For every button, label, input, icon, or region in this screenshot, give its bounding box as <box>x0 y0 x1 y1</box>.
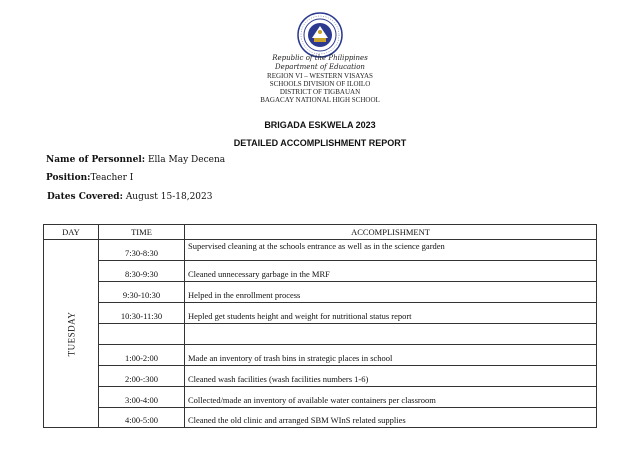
table-row <box>44 240 597 261</box>
time-cell: 4:00-5:00 <box>99 408 185 428</box>
accomplishment-cell: Supervised cleaning at the schools entrance as well as in the science garden <box>185 240 597 261</box>
table-row <box>44 282 597 303</box>
accomplishment-cell: Cleaned wash facilities (wash facilities numbers 1-6) <box>185 366 597 387</box>
accomplishment-cell: Hepled get students height and weight for nutritional status report <box>185 303 597 324</box>
table-row <box>44 261 597 282</box>
day-cell <box>44 240 99 428</box>
header-time: TIME <box>99 225 185 240</box>
header-division: SCHOOLS DIVISION OF ILOILO <box>269 80 371 88</box>
accomplishment-cell: Helped in the enrollment process <box>185 282 597 303</box>
time-cell: 10:30-11:30 <box>99 303 185 324</box>
header-day: DAY <box>44 225 99 240</box>
personnel-position <box>46 173 133 183</box>
header-republic: Republic of the Philippines <box>272 54 368 62</box>
table-row <box>44 345 597 366</box>
time-cell: 3:00-4:00 <box>99 387 185 408</box>
dates-covered-value: August 15-18,2023 <box>125 192 213 202</box>
table-header-row <box>44 225 597 240</box>
day-label: TUESDAY <box>66 311 76 356</box>
deped-seal-logo <box>297 12 343 58</box>
header-school: BAGACAY NATIONAL HIGH SCHOOL <box>260 96 380 104</box>
accomplishment-cell <box>185 324 597 345</box>
time-cell: 9:30-10:30 <box>99 282 185 303</box>
header-region: REGION VI – WESTERN VISAYAS <box>267 72 373 80</box>
personnel-position-value: Teacher I <box>90 173 134 183</box>
accomplishment-cell: Collected/made an inventory of available water containers per classroom <box>185 387 597 408</box>
personnel-position-label: Position: <box>46 173 91 183</box>
table-row <box>44 324 597 345</box>
header-accomplishment: ACCOMPLISHMENT <box>185 225 597 240</box>
time-cell: 1:00-2:00 <box>99 345 185 366</box>
report-subtitle: DETAILED ACCOMPLISHMENT REPORT <box>233 138 407 148</box>
table-row <box>44 366 597 387</box>
time-cell: 7:30-8:30 <box>99 240 185 261</box>
personnel-name-value: Ella May Decena <box>147 155 226 165</box>
table-row <box>44 387 597 408</box>
table-row <box>44 408 597 428</box>
time-cell <box>99 324 185 345</box>
personnel-name-label: Name of Personnel: <box>46 155 146 165</box>
header-district: DISTRICT OF TIGBAUAN <box>279 88 361 96</box>
header-department: Department of Education <box>275 63 365 71</box>
accomplishment-table <box>43 224 597 428</box>
accomplishment-cell: Cleaned unnecessary garbage in the MRF <box>185 261 597 282</box>
time-cell: 2:00-:300 <box>99 366 185 387</box>
dates-covered <box>47 192 212 202</box>
report-title: BRIGADA ESKWELA 2023 <box>264 120 376 130</box>
table-row <box>44 303 597 324</box>
dates-covered-label: Dates Covered: <box>47 192 123 202</box>
accomplishment-cell: Cleaned the old clinic and arranged SBM WInS related supplies <box>185 408 597 428</box>
personnel-name <box>46 155 225 165</box>
time-cell: 8:30-9:30 <box>99 261 185 282</box>
accomplishment-cell: Made an inventory of trash bins in strategic places in school <box>185 345 597 366</box>
